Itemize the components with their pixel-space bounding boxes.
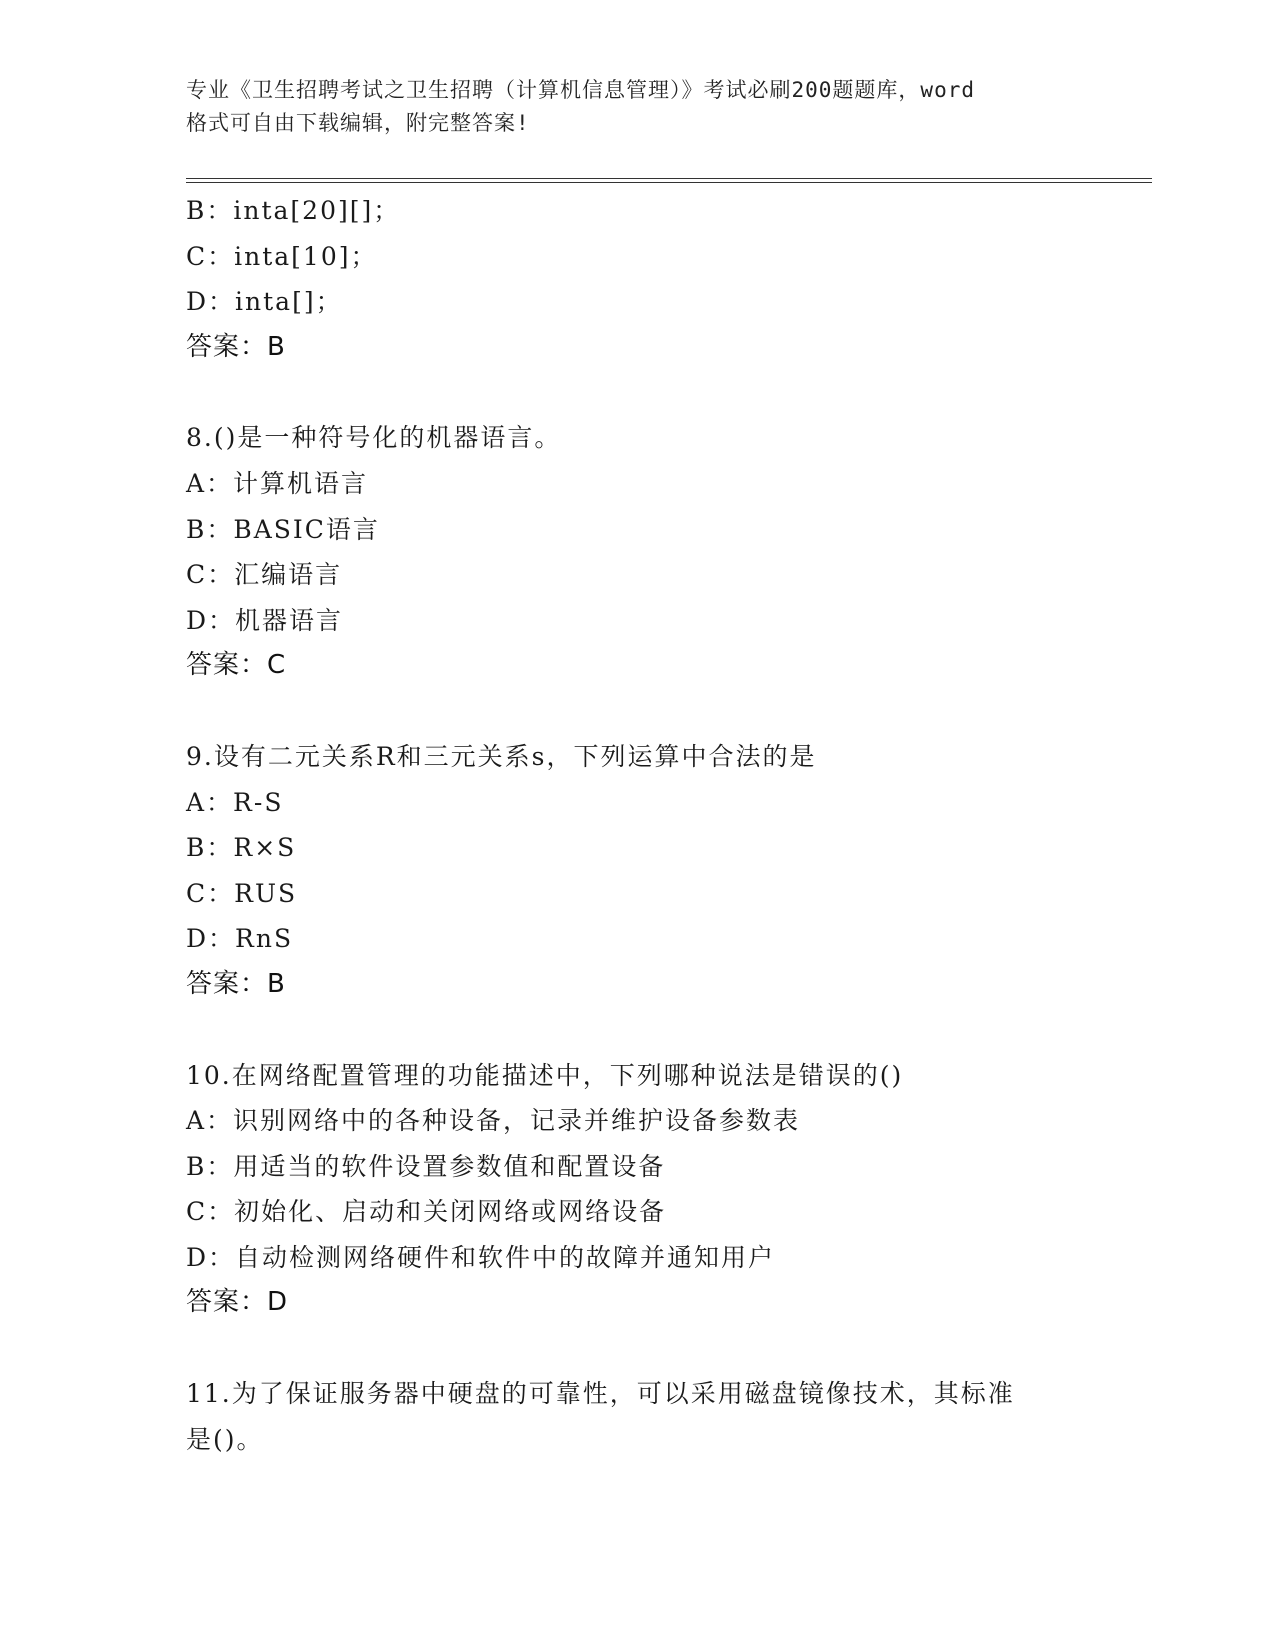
header-divider bbox=[186, 178, 1152, 183]
question-content bbox=[186, 188, 1152, 1462]
answer-line: 答案：B bbox=[186, 968, 286, 999]
option-c: C：汇编语言 bbox=[186, 560, 343, 590]
option-c: C：inta[10]； bbox=[186, 241, 378, 271]
spacer bbox=[186, 370, 1152, 415]
question-stem: 10.在网络配置管理的功能描述中，下列哪种说法是错误的() bbox=[186, 1060, 904, 1090]
question-9 bbox=[186, 734, 1152, 1008]
question-11 bbox=[186, 1371, 1152, 1462]
question-stem: 8.()是一种符号化的机器语言。 bbox=[186, 423, 562, 453]
question-stem-line-2: 是()。 bbox=[186, 1424, 264, 1454]
header-title-line-1: 专业《卫生招聘考试之卫生招聘（计算机信息管理）》考试必刷200题题库，word bbox=[186, 78, 975, 102]
option-a: A：识别网络中的各种设备，记录并维护设备参数表 bbox=[186, 1106, 801, 1136]
option-d: D：RnS bbox=[186, 924, 294, 954]
option-d: D：inta[]； bbox=[186, 287, 343, 317]
option-b: B：BASIC语言 bbox=[186, 514, 380, 544]
answer-line: 答案：D bbox=[186, 1287, 289, 1318]
page-header bbox=[186, 74, 1086, 140]
spacer bbox=[186, 1008, 1152, 1053]
option-c: C：初始化、启动和关闭网络或网络设备 bbox=[186, 1197, 667, 1227]
spacer bbox=[186, 1326, 1152, 1371]
header-title-line-2: 格式可自由下载编辑，附完整答案! bbox=[186, 111, 530, 135]
question-stem: 9.设有二元关系R和三元关系s，下列运算中合法的是 bbox=[186, 741, 817, 771]
option-d: D：机器语言 bbox=[186, 605, 344, 635]
question-8 bbox=[186, 415, 1152, 689]
option-b: B：R×S bbox=[186, 833, 297, 863]
option-a: A：计算机语言 bbox=[186, 468, 369, 498]
question-10 bbox=[186, 1053, 1152, 1327]
option-a: A：R-S bbox=[186, 787, 284, 817]
option-b: B：inta[20][]； bbox=[186, 196, 401, 225]
spacer bbox=[186, 689, 1152, 734]
option-b: B：用适当的软件设置参数值和配置设备 bbox=[186, 1151, 666, 1181]
option-d: D：自动检测网络硬件和软件中的故障并通知用户 bbox=[186, 1242, 776, 1272]
answer-line: 答案：C bbox=[186, 650, 287, 681]
question-7 bbox=[186, 188, 1152, 370]
question-stem-line-1: 11.为了保证服务器中硬盘的可靠性，可以采用磁盘镜像技术，其标准 bbox=[186, 1379, 1015, 1409]
answer-line: 答案：B bbox=[186, 331, 286, 362]
option-c: C：RUS bbox=[186, 878, 298, 908]
